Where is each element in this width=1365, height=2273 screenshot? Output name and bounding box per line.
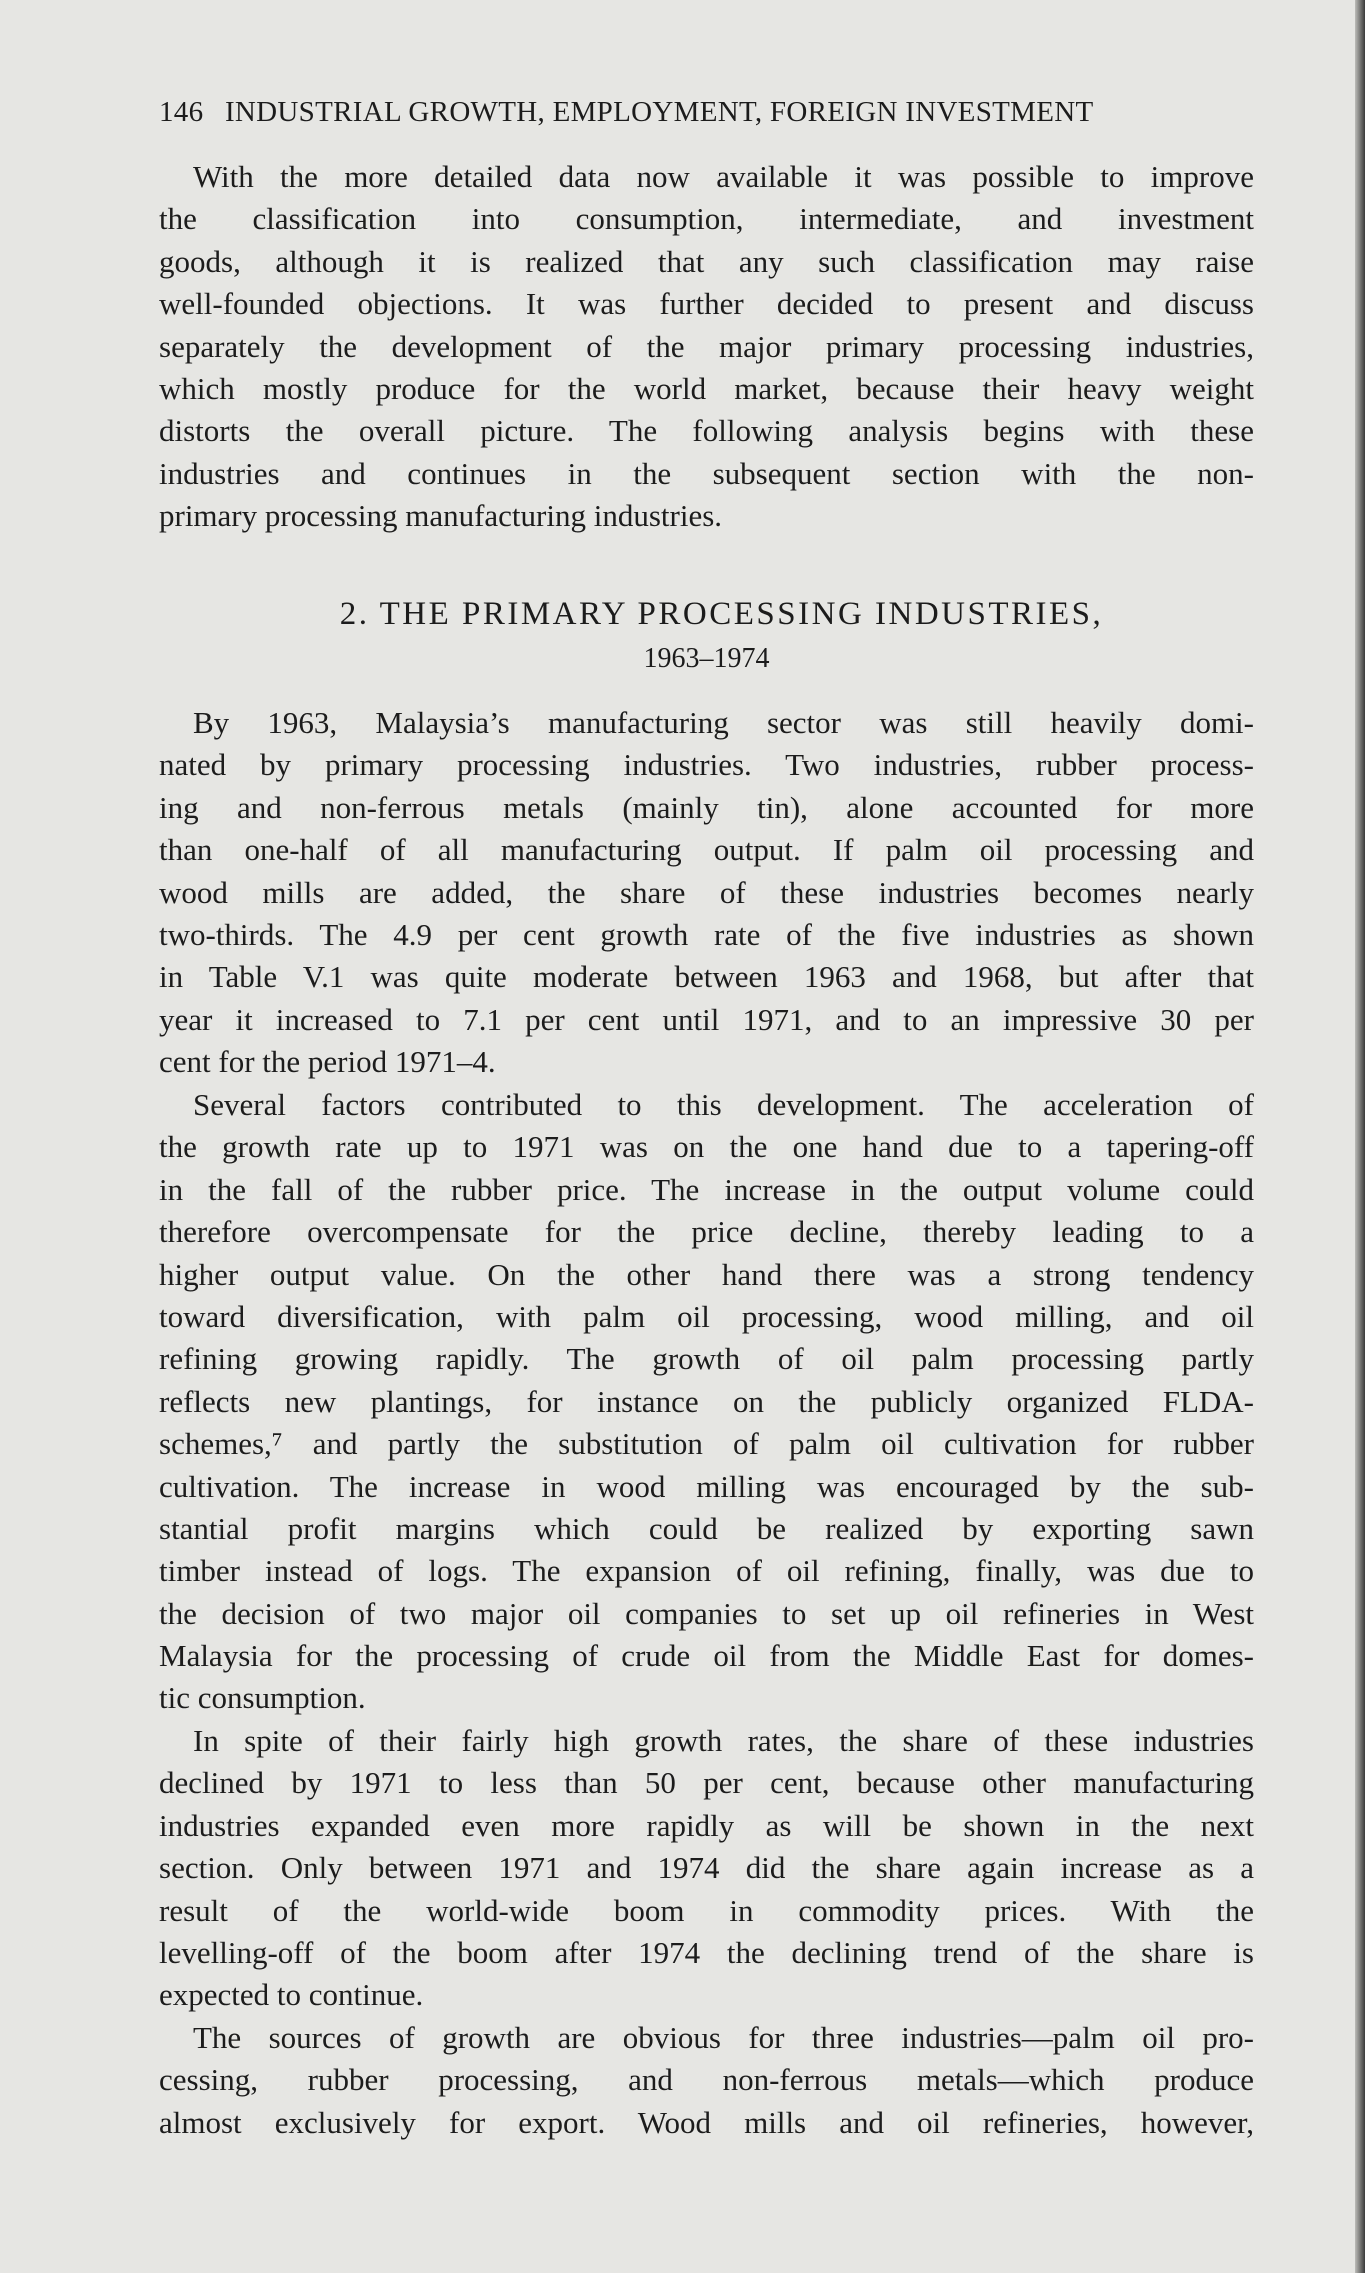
text-line: Malaysia for the processing of crude oil from the Middle East for domes-	[159, 1638, 1254, 1674]
text-line: than one-half of all manufacturing output. If palm oil processing and	[159, 832, 1254, 868]
text-line: refining growing rapidly. The growth of oil palm processing partly	[159, 1341, 1254, 1377]
text-line: the decision of two major oil companies to set up oil refineries in West	[159, 1595, 1254, 1631]
text-line: distorts the overall picture. The following analysis begins with these	[159, 413, 1254, 449]
text-line: ing and non-ferrous metals (mainly tin), alone accounted for more	[159, 789, 1254, 825]
text-line: therefore overcompensate for the price decline, thereby leading to a	[159, 1214, 1254, 1250]
paragraph	[159, 1084, 1254, 1720]
paragraph	[159, 702, 1254, 1084]
text-line: well-founded objections. It was further decided to present and discuss	[159, 286, 1254, 322]
text-line: stantial profit margins which could be realized by exporting sawn	[159, 1510, 1254, 1546]
text-line: In spite of their fairly high growth rates, the share of these industries	[193, 1723, 1254, 1758]
running-header	[159, 96, 1094, 129]
text-line: cessing, rubber processing, and non-ferrous metals—which produce	[159, 2062, 1254, 2098]
paragraph	[159, 2017, 1254, 2144]
text-line: Several factors contributed to this development. The acceleration of	[193, 1087, 1254, 1122]
text-line: toward diversification, with palm oil processing, wood milling, and oil	[159, 1298, 1254, 1334]
text-line: timber instead of logs. The expansion of oil refining, finally, was due to	[159, 1553, 1254, 1589]
text-line: With the more detailed data now available it was possible to improve	[193, 159, 1254, 194]
text-line: section. Only between 1971 and 1974 did the share again increase as a	[159, 1850, 1254, 1886]
text-line: reflects new plantings, for instance on the publicly organized FLDA-	[159, 1383, 1254, 1419]
text-line: schemes,⁷ and partly the substitution of palm oil cultivation for rubber	[159, 1426, 1254, 1462]
section-heading: 2. THE PRIMARY PROCESSING INDUSTRIES,	[339, 596, 1104, 632]
text-line: industries expanded even more rapidly as will be shown in the next	[159, 1807, 1254, 1843]
text-line: nated by primary processing industries. Two industries, rubber process-	[159, 747, 1254, 783]
paragraph	[159, 1720, 1254, 2017]
text-line: declined by 1971 to less than 50 per cent, because other manufacturing	[159, 1765, 1254, 1801]
text-line: industries and continues in the subsequent section with the non-	[159, 455, 1254, 491]
text-line: almost exclusively for export. Wood mills and oil refineries, however,	[159, 2104, 1254, 2140]
text-line: year it increased to 7.1 per cent until 1971, and to an impressive 30 per	[159, 1001, 1254, 1037]
text-line: tic consumption.	[159, 1680, 366, 1716]
text-line: in Table V.1 was quite moderate between 1963 and 1968, but after that	[159, 959, 1254, 995]
text-line: separately the development of the major primary processing industries,	[159, 328, 1254, 364]
page-number: 146	[159, 96, 204, 128]
text-line: primary processing manufacturing industries.	[159, 498, 723, 534]
text-line: goods, although it is realized that any such classification may raise	[159, 243, 1254, 279]
text-line: cent for the period 1971–4.	[159, 1044, 496, 1080]
section-subheading: 1963–1974	[643, 643, 770, 674]
text-line: which mostly produce for the world market, because their heavy weight	[159, 370, 1254, 406]
text-line: levelling-off of the boom after 1974 the declining trend of the share is	[159, 1934, 1254, 1970]
text-line: result of the world-wide boom in commodity prices. With the	[159, 1892, 1254, 1928]
page-edge	[1355, 0, 1365, 2273]
paragraph-intro	[159, 156, 1254, 538]
text-line: two-thirds. The 4.9 per cent growth rate of the five industries as shown	[159, 916, 1254, 952]
text-line: in the fall of the rubber price. The increase in the output volume could	[159, 1171, 1254, 1207]
text-line: higher output value. On the other hand there was a strong tendency	[159, 1256, 1254, 1292]
text-line: The sources of growth are obvious for three industries—palm oil pro-	[193, 2020, 1254, 2055]
running-title: INDUSTRIAL GROWTH, EMPLOYMENT, FOREIGN INVESTMENT	[224, 96, 1094, 128]
text-line: the classification into consumption, intermediate, and investment	[159, 201, 1254, 237]
text-line: By 1963, Malaysia’s manufacturing sector was still heavily domi-	[193, 705, 1254, 740]
text-line: expected to continue.	[159, 1977, 424, 2013]
text-line: cultivation. The increase in wood milling was encouraged by the sub-	[159, 1468, 1254, 1504]
text-line: wood mills are added, the share of these industries becomes nearly	[159, 874, 1254, 910]
text-line: the growth rate up to 1971 was on the one hand due to a tapering-off	[159, 1129, 1254, 1165]
